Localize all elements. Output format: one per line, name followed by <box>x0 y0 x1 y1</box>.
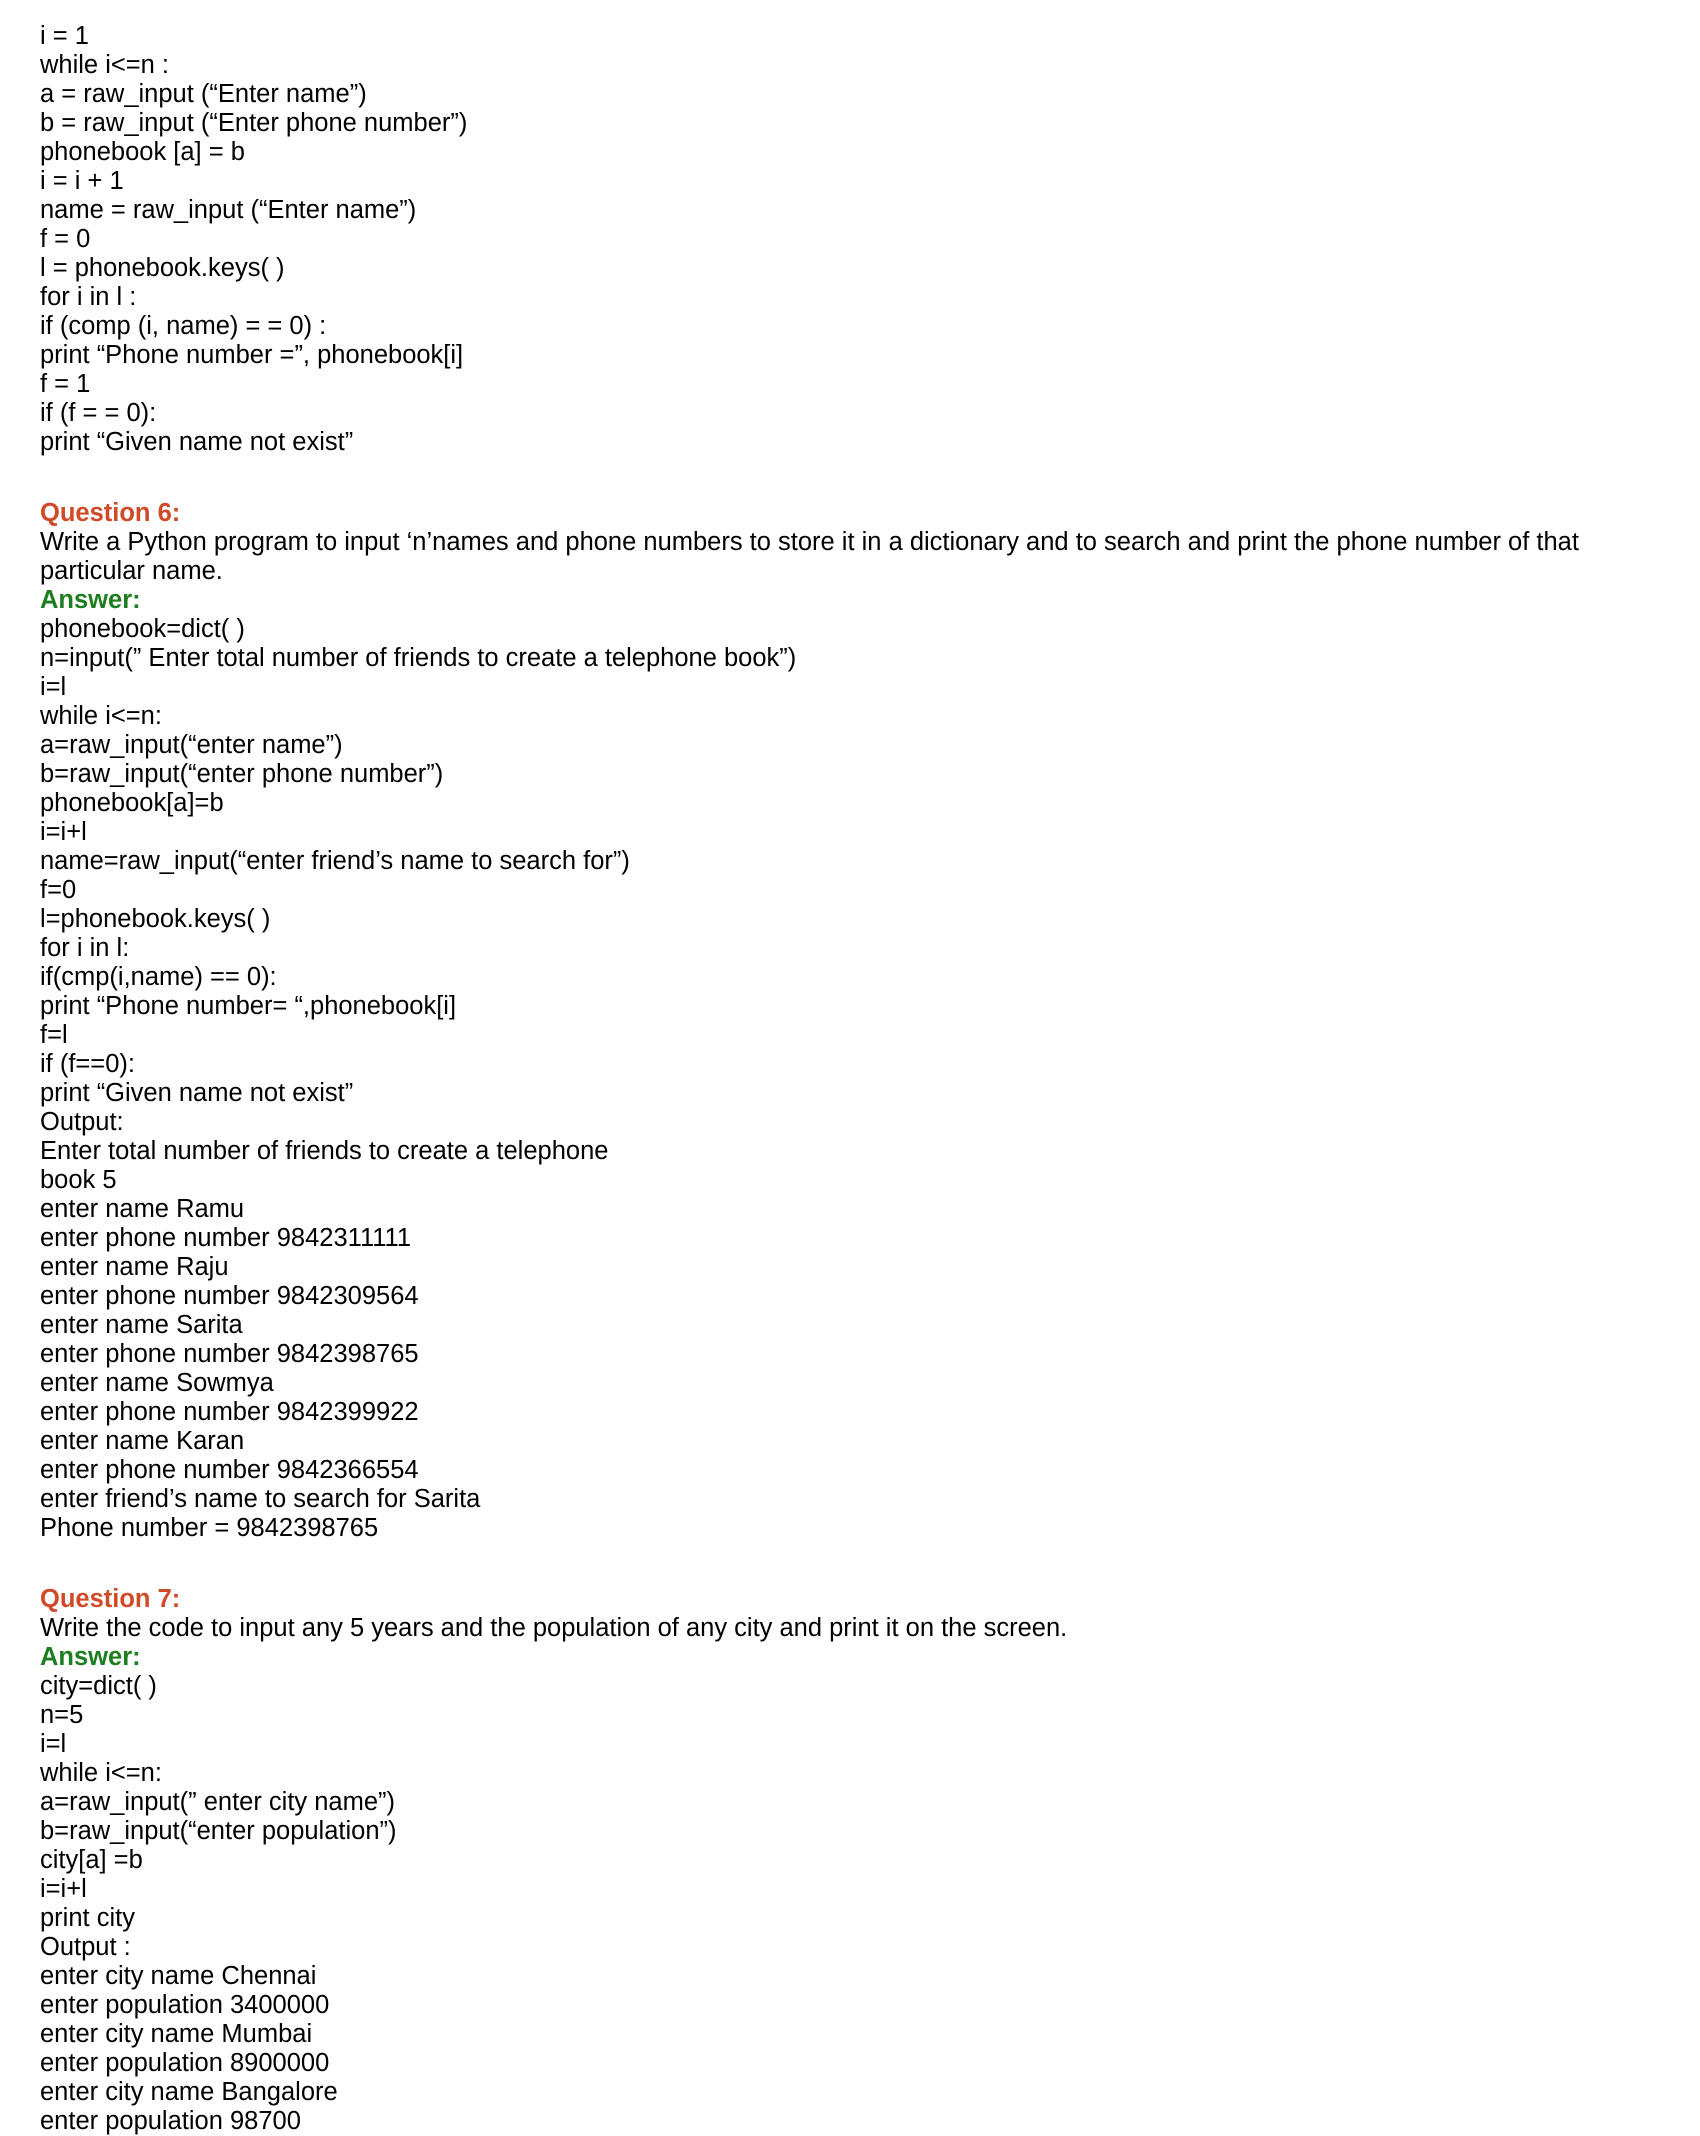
code-line: a = raw_input (“Enter name”) <box>40 80 367 108</box>
output-line: enter phone number 9842366554 <box>40 1456 419 1484</box>
code-line: if (f = = 0): <box>40 399 157 427</box>
code-line: l = phonebook.keys( ) <box>40 254 285 282</box>
code-line: phonebook [a] = b <box>40 138 245 166</box>
output-line: enter name Sarita <box>40 1311 243 1339</box>
answer-7-heading: Answer: <box>40 1643 141 1671</box>
code-line: if (comp (i, name) = = 0) : <box>40 312 327 340</box>
code-line: b=raw_input(“enter phone number”) <box>40 760 444 788</box>
answer-6-heading: Answer: <box>40 586 141 614</box>
code-line: n=input(” Enter total number of friends to create a telephone book”) <box>40 644 797 672</box>
document-page <box>40 22 1680 2136</box>
question-7-text: Write the code to input any 5 years and the population of any city and print it on the screen. <box>40 1614 1068 1642</box>
code-line: b=raw_input(“enter population”) <box>40 1817 397 1845</box>
output-line: enter phone number 9842398765 <box>40 1340 419 1368</box>
output-line: enter name Sowmya <box>40 1369 274 1397</box>
section-gap <box>40 1543 1680 1585</box>
code-line: i=i+l <box>40 818 87 846</box>
output-label: Output : <box>40 1933 131 1961</box>
code-line: while i<=n: <box>40 1759 162 1787</box>
code-line: if (f==0): <box>40 1050 135 1078</box>
code-line: print “Given name not exist” <box>40 428 354 456</box>
output-line: enter name Karan <box>40 1427 245 1455</box>
code-line: f=l <box>40 1021 68 1049</box>
output-line: enter name Ramu <box>40 1195 245 1223</box>
code-line: if(cmp(i,name) == 0): <box>40 963 277 991</box>
code-line: f=0 <box>40 876 77 904</box>
output-line: enter population 3400000 <box>40 1991 330 2019</box>
section-gap <box>40 457 1680 499</box>
code-line: name=raw_input(“enter friend’s name to search for”) <box>40 847 630 875</box>
output-line: enter phone number 9842399922 <box>40 1398 419 1426</box>
question-6-section <box>40 499 1680 1543</box>
code-line: f = 0 <box>40 225 91 253</box>
code-line: print “Given name not exist” <box>40 1079 354 1107</box>
code-line: b = raw_input (“Enter phone number”) <box>40 109 468 137</box>
code-line: a=raw_input(“enter name”) <box>40 731 343 759</box>
output-line: enter city name Mumbai <box>40 2020 313 2048</box>
output-line: enter city name Chennai <box>40 1962 317 1990</box>
code-line: n=5 <box>40 1701 84 1729</box>
code-line: city[a] =b <box>40 1846 143 1874</box>
output-line: enter population 98700 <box>40 2107 301 2135</box>
code-line: phonebook[a]=b <box>40 789 224 817</box>
code-line: name = raw_input (“Enter name”) <box>40 196 417 224</box>
code-line: i=l <box>40 1730 67 1758</box>
output-line: book 5 <box>40 1166 117 1194</box>
output-line: enter name Raju <box>40 1253 229 1281</box>
code-line: print city <box>40 1904 135 1932</box>
code-line: print “Phone number =”, phonebook[i] <box>40 341 464 369</box>
code-line: while i<=n: <box>40 702 162 730</box>
code-line: i=i+l <box>40 1875 87 1903</box>
question-6-heading: Question 6: <box>40 499 181 527</box>
output-line: Enter total number of friends to create a telephone <box>40 1137 609 1165</box>
output-line: enter phone number 9842311111 <box>40 1224 411 1252</box>
output-line: enter city name Bangalore <box>40 2078 338 2106</box>
code-line: a=raw_input(” enter city name”) <box>40 1788 396 1816</box>
code-line: phonebook=dict( ) <box>40 615 245 643</box>
code-line: while i<=n : <box>40 51 169 79</box>
output-line: Phone number = 9842398765 <box>40 1514 379 1542</box>
code-block-continued <box>40 22 1680 457</box>
code-line: city=dict( ) <box>40 1672 157 1700</box>
code-line: print “Phone number= “,phonebook[i] <box>40 992 457 1020</box>
code-line: i = 1 <box>40 22 89 50</box>
question-6-text: Write a Python program to input ‘n’names and phone numbers to store it in a dictionary and to search and print the phone number of that particular name. <box>40 528 1579 585</box>
output-label: Output: <box>40 1108 124 1136</box>
code-line: for i in l: <box>40 934 130 962</box>
question-7-heading: Question 7: <box>40 1585 181 1613</box>
code-line: l=phonebook.keys( ) <box>40 905 271 933</box>
output-line: enter phone number 9842309564 <box>40 1282 419 1310</box>
code-line: i=l <box>40 673 67 701</box>
code-line: for i in l : <box>40 283 137 311</box>
code-line: f = 1 <box>40 370 91 398</box>
output-line: enter population 8900000 <box>40 2049 330 2077</box>
output-line: enter friend’s name to search for Sarita <box>40 1485 481 1513</box>
code-line: i = i + 1 <box>40 167 124 195</box>
question-7-section <box>40 1585 1680 2136</box>
